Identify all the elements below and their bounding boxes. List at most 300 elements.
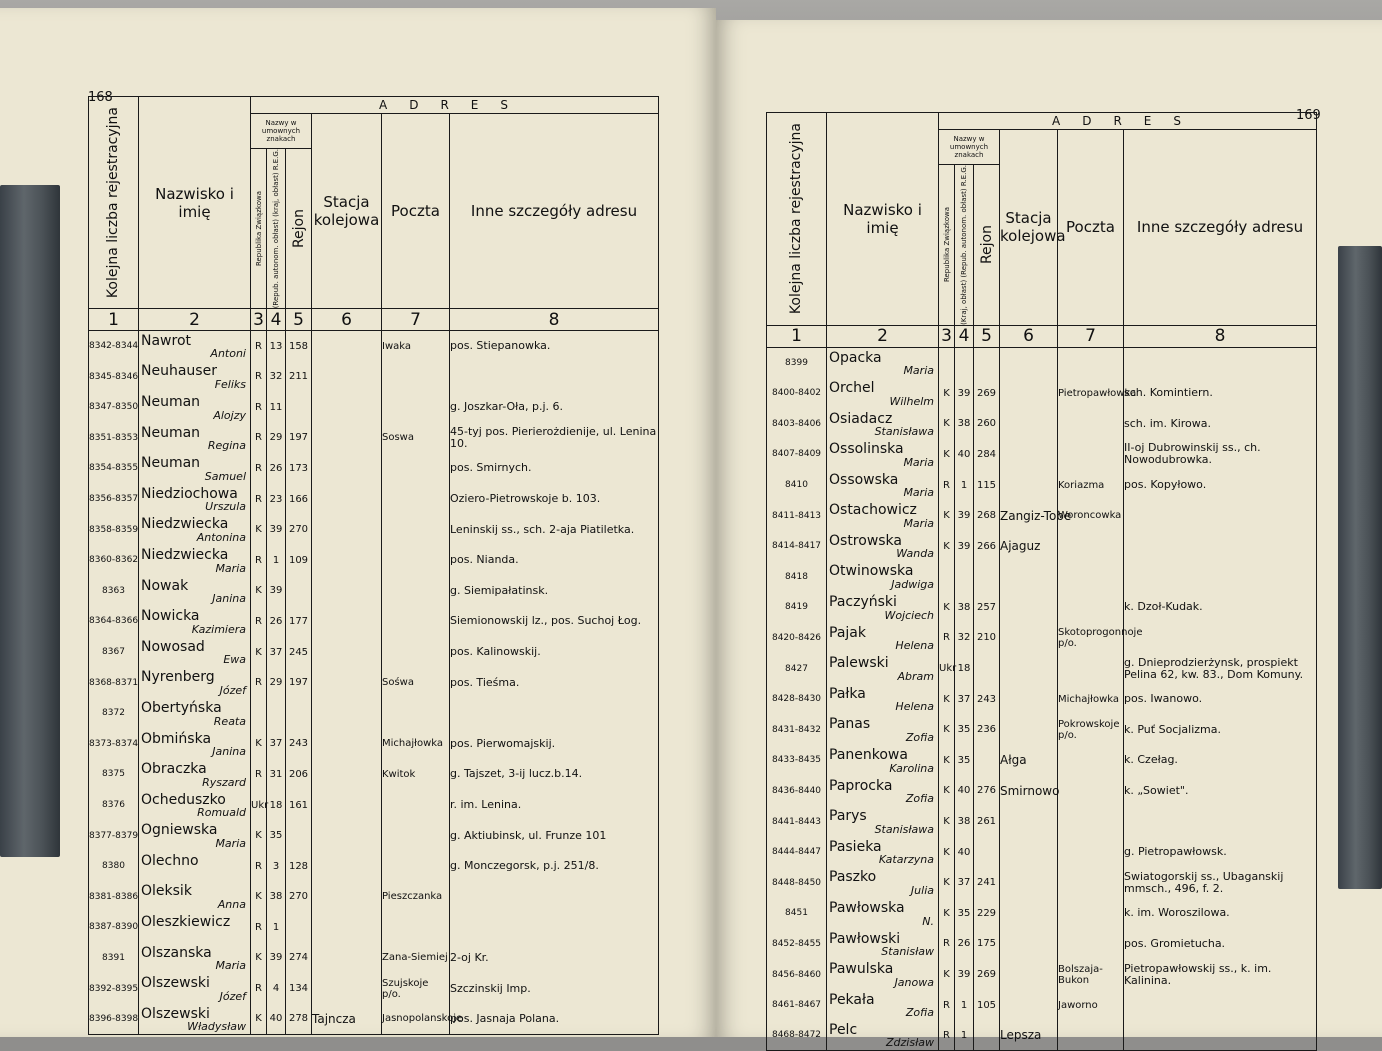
post-office (382, 392, 450, 423)
person-name (827, 806, 939, 837)
surname: Nowosad (141, 638, 205, 655)
railway-station (1000, 653, 1058, 684)
rejon-code: 197 (286, 667, 312, 698)
table-row (89, 484, 659, 515)
republic-code: K (939, 684, 955, 715)
surname: Ogniewska (141, 822, 218, 839)
address-details (1124, 806, 1317, 837)
given-name: Maria (903, 363, 934, 377)
railway-station (312, 606, 382, 637)
registration-number: 8351-8353 (89, 423, 139, 454)
registration-number: 8420-8426 (767, 623, 827, 654)
address-details: pos. Nianda. (450, 545, 659, 576)
registration-number: 8342-8344 (89, 331, 139, 362)
rejon-code: 245 (286, 637, 312, 668)
person-name (139, 606, 251, 637)
surname: Nyrenberg (141, 669, 215, 686)
region-code: 35 (955, 714, 974, 745)
header-poczta: Poczta (382, 114, 450, 309)
given-name: Zdzisław (886, 1036, 934, 1050)
table-row (767, 592, 1317, 623)
republic-code: R (251, 484, 267, 515)
address-details: pos. Gromietucha. (1124, 929, 1317, 960)
person-name (139, 729, 251, 760)
railway-station (312, 484, 382, 515)
rejon-code: 261 (974, 806, 1000, 837)
person-name (827, 470, 939, 501)
post-office (1058, 653, 1124, 684)
region-code: 40 (955, 837, 974, 868)
post-office: Michajłowka (1058, 684, 1124, 715)
surname: Olszewski (141, 975, 210, 992)
registration-number: 8372 (89, 698, 139, 729)
person-name (139, 331, 251, 362)
republic-code: R (939, 929, 955, 960)
right-page (716, 20, 1382, 1050)
post-office: Jasnopolanskoje (382, 1004, 450, 1035)
person-name (827, 990, 939, 1021)
person-name (139, 392, 251, 423)
address-details (1124, 990, 1317, 1021)
person-name (139, 881, 251, 912)
surname: Pawulska (829, 961, 894, 978)
registration-number: 8410 (767, 470, 827, 501)
post-office (1058, 439, 1124, 470)
post-office: Jaworno (1058, 990, 1124, 1021)
person-name (827, 439, 939, 470)
rejon-code: 276 (974, 776, 1000, 807)
rejon-code: 109 (286, 545, 312, 576)
post-office (1058, 1020, 1124, 1051)
surname: Pawłowska (829, 900, 905, 917)
person-name (139, 453, 251, 484)
address-details: Pietropawłowskij ss., k. im. Kalinina. (1124, 959, 1317, 990)
registration-number: 8411-8413 (767, 500, 827, 531)
rejon-code: 173 (286, 453, 312, 484)
surname: Oleszkiewicz (141, 914, 231, 931)
republic-code: K (939, 409, 955, 440)
republic-code: K (939, 898, 955, 929)
registration-number: 8456-8460 (767, 959, 827, 990)
post-office (382, 790, 450, 821)
registration-number: 8376 (89, 790, 139, 821)
address-details: g. Pietropawłowsk. (1124, 837, 1317, 868)
given-name: Reata (213, 714, 246, 728)
region-code: 38 (955, 806, 974, 837)
address-details: 45-tyj pos. Pierierożdienije, ul. Lenina 10. (450, 423, 659, 454)
post-office (1058, 561, 1124, 592)
region-code: 3 (267, 851, 286, 882)
surname: Paczyński (829, 594, 897, 611)
given-name: N. (922, 914, 934, 928)
surname: Neuhauser (141, 363, 217, 380)
rejon-code (286, 698, 312, 729)
post-office (382, 545, 450, 576)
address-details: Oziero-Pietrowskoje b. 103. (450, 484, 659, 515)
rejon-code: 175 (974, 929, 1000, 960)
region-code: 1 (267, 545, 286, 576)
given-name: Kazimiera (191, 622, 246, 636)
person-name (139, 576, 251, 607)
person-name (827, 653, 939, 684)
registration-number: 8368-8371 (89, 667, 139, 698)
registration-number: 8468-8472 (767, 1020, 827, 1051)
person-name (827, 776, 939, 807)
post-office: Szujskoje p/o. (382, 973, 450, 1004)
table-row (767, 409, 1317, 440)
republic-code: K (939, 531, 955, 562)
registration-number: 8399 (767, 347, 827, 378)
railway-station (312, 576, 382, 607)
republic-code: K (939, 500, 955, 531)
post-office: Skotoprogonnoje p/o. (1058, 623, 1124, 654)
colnum: 4 (267, 309, 286, 331)
railway-station (1000, 439, 1058, 470)
registration-number: 8367 (89, 637, 139, 668)
post-office: Pietropawłowka (1058, 378, 1124, 409)
given-name: Zofia (905, 1006, 934, 1020)
surname: Ostrowska (829, 532, 903, 549)
given-name: Janina (212, 745, 246, 759)
address-details: pos. Smirnych. (450, 453, 659, 484)
republic-code: K (939, 439, 955, 470)
post-office (382, 820, 450, 851)
railway-station (312, 851, 382, 882)
surname: Palewski (829, 655, 889, 672)
address-details: k. „Sowiet". (1124, 776, 1317, 807)
person-name (827, 898, 939, 929)
surname: Parys (829, 808, 867, 825)
post-office (382, 514, 450, 545)
railway-station (1000, 409, 1058, 440)
address-details: pos. Iwanowo. (1124, 684, 1317, 715)
registration-number: 8345-8346 (89, 361, 139, 392)
surname: Neuman (141, 455, 201, 472)
address-details (1124, 500, 1317, 531)
rejon-code: 274 (286, 943, 312, 974)
table-row (89, 973, 659, 1004)
rejon-code: 243 (286, 729, 312, 760)
given-name: Helena (895, 639, 934, 653)
region-code: 1 (955, 470, 974, 501)
table-row (767, 959, 1317, 990)
registration-number: 8431-8432 (767, 714, 827, 745)
header-nazwy: Nazwy w umownych znakach (939, 130, 1000, 165)
given-name: Maria (903, 516, 934, 530)
metal-binder-clip (1338, 246, 1382, 889)
registration-number: 8347-8350 (89, 392, 139, 423)
registration-number: 8451 (767, 898, 827, 929)
railway-station (312, 453, 382, 484)
column-numbers (89, 309, 659, 331)
railway-station (1000, 837, 1058, 868)
table-row (89, 637, 659, 668)
railway-station: Lepsza (1000, 1020, 1058, 1051)
railway-station (1000, 623, 1058, 654)
post-office (1058, 347, 1124, 378)
registration-number: 8427 (767, 653, 827, 684)
post-office (1058, 409, 1124, 440)
address-details: Siemionowskij lz., pos. Suchoj Łog. (450, 606, 659, 637)
colnum: 8 (1124, 325, 1317, 347)
given-name: Zofia (905, 792, 934, 806)
table-row (89, 759, 659, 790)
rejon-code: 243 (974, 684, 1000, 715)
republic-code: K (939, 378, 955, 409)
address-details: g. Aktiubinsk, ul. Frunze 101 (450, 820, 659, 851)
railway-station (1000, 592, 1058, 623)
person-name (139, 698, 251, 729)
railway-station (312, 820, 382, 851)
surname: Pajak (829, 624, 866, 641)
registration-number: 8391 (89, 943, 139, 974)
rejon-code (974, 745, 1000, 776)
region-code: 35 (955, 898, 974, 929)
rejon-code: 257 (974, 592, 1000, 623)
surname: Paszko (829, 869, 877, 886)
post-office (1058, 837, 1124, 868)
colnum: 7 (1058, 325, 1124, 347)
region-code: 37 (955, 684, 974, 715)
post-office (1058, 592, 1124, 623)
registration-number: 8461-8467 (767, 990, 827, 1021)
railway-station: Ałga (1000, 745, 1058, 776)
surname: Pelc (829, 1022, 858, 1039)
given-name: Wojciech (884, 608, 934, 622)
region-code: 29 (267, 423, 286, 454)
person-name (139, 759, 251, 790)
given-name: Karolina (889, 761, 934, 775)
address-details (450, 912, 659, 943)
railway-station (312, 667, 382, 698)
surname: Nowak (141, 577, 189, 594)
region-code: 37 (955, 867, 974, 898)
rejon-code: 161 (286, 790, 312, 821)
surname: Otwinowska (829, 563, 914, 580)
metal-binder-clip (0, 185, 60, 857)
region-code: 39 (955, 959, 974, 990)
post-office (382, 912, 450, 943)
post-office (382, 851, 450, 882)
person-name (827, 837, 939, 868)
table-row (89, 912, 659, 943)
table-row (767, 439, 1317, 470)
republic-code: K (251, 514, 267, 545)
surname: Orchel (829, 379, 875, 396)
region-code: 39 (955, 531, 974, 562)
address-details: k. Puť Socjalizma. (1124, 714, 1317, 745)
region-code: 40 (955, 439, 974, 470)
surname: Ostachowicz (829, 502, 917, 519)
given-name: Stanisława (874, 822, 934, 836)
given-name: Stanisław (881, 945, 934, 959)
republic-code: Ukr (939, 653, 955, 684)
railway-station (312, 637, 382, 668)
header-reg: (Kraj, obłast) (Repub. autonom. obłast) R.E.G. (955, 165, 974, 326)
header-nazwy: Nazwy w umownych znakach (251, 114, 312, 149)
region-code: 26 (955, 929, 974, 960)
given-name: Maria (215, 836, 246, 850)
given-name: Maria (215, 561, 246, 575)
person-name (139, 973, 251, 1004)
railway-station (1000, 898, 1058, 929)
header-name: Nazwisko i imię (827, 113, 939, 326)
republic-code: K (251, 881, 267, 912)
table-row (89, 545, 659, 576)
given-name: Antoni (210, 347, 246, 361)
rejon-code (974, 653, 1000, 684)
republic-code: R (939, 1020, 955, 1051)
railway-station (312, 759, 382, 790)
registration-number: 8392-8395 (89, 973, 139, 1004)
surname: Obmińska (141, 730, 212, 747)
rejon-code: 158 (286, 331, 312, 362)
address-details: g. Monczegorsk, p.j. 251/8. (450, 851, 659, 882)
given-name: Janina (212, 592, 246, 606)
table-row (89, 820, 659, 851)
header-republika: Republika Związkowa (251, 149, 267, 309)
person-name (139, 484, 251, 515)
post-office (1058, 531, 1124, 562)
region-code: 4 (267, 973, 286, 1004)
colnum: 2 (827, 325, 939, 347)
registration-number: 8400-8402 (767, 378, 827, 409)
republic-code: Ukr (251, 790, 267, 821)
given-name: Feliks (214, 377, 246, 391)
registration-number: 8377-8379 (89, 820, 139, 851)
republic-code: R (251, 667, 267, 698)
colnum: 2 (139, 309, 251, 331)
republic-code: K (939, 745, 955, 776)
registration-number: 8381-8386 (89, 881, 139, 912)
region-code: 35 (267, 820, 286, 851)
colnum: 5 (974, 325, 1000, 347)
post-office (382, 484, 450, 515)
rejon-code (974, 1020, 1000, 1051)
rejon-code (974, 347, 1000, 378)
surname: Olszewski (141, 1005, 210, 1022)
registration-number: 8373-8374 (89, 729, 139, 760)
republic-code: R (251, 606, 267, 637)
registration-number: 8387-8390 (89, 912, 139, 943)
address-details: pos. Tieśma. (450, 667, 659, 698)
registration-number: 8354-8355 (89, 453, 139, 484)
rejon-code (286, 392, 312, 423)
rejon-code: 278 (286, 1004, 312, 1035)
surname: Panas (829, 716, 871, 733)
address-details: Leninskij ss., sch. 2-aja Piatiletka. (450, 514, 659, 545)
rejon-code: 270 (286, 881, 312, 912)
person-name (139, 820, 251, 851)
registration-number: 8403-8406 (767, 409, 827, 440)
railway-station (1000, 378, 1058, 409)
given-name: Romuald (197, 806, 246, 820)
table-row (89, 331, 659, 362)
post-office: Bolszaja-Bukon (1058, 959, 1124, 990)
republic-code: K (939, 959, 955, 990)
rejon-code: 197 (286, 423, 312, 454)
header-stacja: Stacja kolejowa (312, 114, 382, 309)
table-row (89, 392, 659, 423)
table-row (89, 361, 659, 392)
surname: Neuman (141, 424, 201, 441)
address-details: r. im. Lenina. (450, 790, 659, 821)
given-name: Maria (215, 959, 246, 973)
table-row (767, 684, 1317, 715)
rejon-code: 266 (974, 531, 1000, 562)
person-name (827, 867, 939, 898)
railway-station (1000, 929, 1058, 960)
registration-number: 8360-8362 (89, 545, 139, 576)
person-name (827, 592, 939, 623)
post-office: Soswa (382, 423, 450, 454)
given-name: Regina (207, 439, 246, 453)
header-rejon: Rejon (286, 149, 312, 309)
header-nr: Kolejna liczba rejestracyjna (89, 97, 139, 309)
given-name: Anna (217, 898, 246, 912)
table-row (767, 470, 1317, 501)
post-office (1058, 776, 1124, 807)
registration-number: 8396-8398 (89, 1004, 139, 1035)
colnum: 6 (1000, 325, 1058, 347)
rejon-code: 134 (286, 973, 312, 1004)
surname: Nawrot (141, 333, 192, 350)
page-number: 169 (1296, 108, 1321, 123)
post-office: Kwitok (382, 759, 450, 790)
republic-code (251, 698, 267, 729)
table-row (767, 776, 1317, 807)
railway-station (312, 423, 382, 454)
post-office (1058, 745, 1124, 776)
post-office (382, 453, 450, 484)
person-name (139, 790, 251, 821)
surname: Ocheduszko (141, 791, 226, 808)
region-code: 18 (267, 790, 286, 821)
person-name (139, 943, 251, 974)
address-details: pos. Jasnaja Polana. (450, 1004, 659, 1035)
rejon-code: 236 (974, 714, 1000, 745)
region-code: 37 (267, 637, 286, 668)
surname: Nowicka (141, 608, 200, 625)
rejon-code: 211 (286, 361, 312, 392)
registration-number: 8380 (89, 851, 139, 882)
region-code: 32 (955, 623, 974, 654)
surname: Pałka (829, 685, 866, 702)
person-name (827, 531, 939, 562)
rejon-code: 270 (286, 514, 312, 545)
railway-station (312, 698, 382, 729)
table-row (767, 500, 1317, 531)
given-name: Alojzy (213, 408, 246, 422)
republic-code: R (939, 623, 955, 654)
republic-code (939, 347, 955, 378)
person-name (827, 623, 939, 654)
post-office (1058, 898, 1124, 929)
railway-station (1000, 684, 1058, 715)
given-name: Abram (897, 669, 934, 683)
region-code: 13 (267, 331, 286, 362)
republic-code: K (251, 637, 267, 668)
address-details: g. Dnieprodzierżynsk, prospiekt Pelina 62, kw. 83., Dom Komuny. (1124, 653, 1317, 684)
region-code: 29 (267, 667, 286, 698)
rejon-code: 128 (286, 851, 312, 882)
republic-code: K (251, 576, 267, 607)
region-code: 39 (955, 378, 974, 409)
surname: Pawłowski (829, 930, 901, 947)
table-row (767, 898, 1317, 929)
region-code: 11 (267, 392, 286, 423)
registration-number: 8428-8430 (767, 684, 827, 715)
